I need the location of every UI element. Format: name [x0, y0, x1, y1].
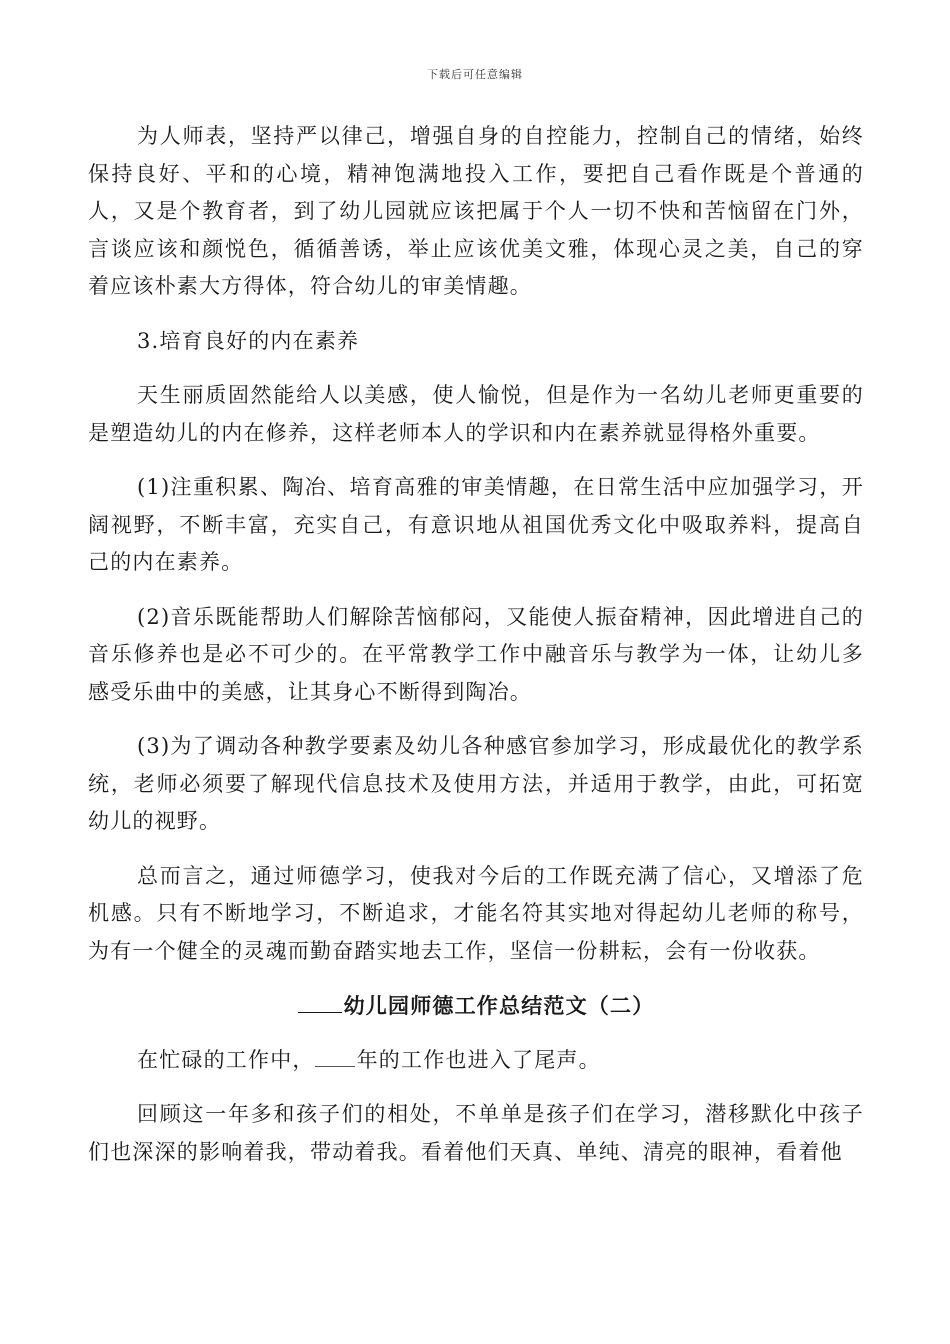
- title-blank: [298, 994, 342, 1013]
- paragraph-year-end-rest: 年的工作也进入了尾声。: [356, 1047, 601, 1072]
- paragraph-item-3: (3)为了调动各种教学要素及幼儿各种感官参加学习，形成最优化的教学系统，老师必须要了解现代信息技术及使用方法，并适用于教学，由此，可拓宽幼儿的视野。: [88, 734, 864, 833]
- subheading-inner-quality: 3.培育良好的内在素养: [137, 328, 360, 353]
- section-title-text: 幼儿园师德工作总结范文（二）: [343, 993, 655, 1018]
- paragraph-year-end: [88, 1042, 864, 1080]
- paragraph-conclusion: 总而言之，通过师德学习，使我对今后的工作既充满了信心，又增添了危机感。只有不断地学习，不断追求，才能名符其实地对得起幼儿老师的称号，为有一个健全的灵魂而勤奋踏实地去工作，坚信一份耕耘，会有一份收获。: [88, 863, 864, 963]
- year-blank: [315, 1048, 355, 1067]
- paragraph-inner-cultivation: 天生丽质固然能给人以美感，使人愉悦，但是作为一名幼儿老师更重要的是塑造幼儿的内在修养，这样老师本人的学识和内在素养就显得格外重要。: [88, 383, 864, 445]
- header-note: 下载后可任意编辑: [427, 68, 523, 81]
- paragraph-item-1: (1)注重积累、陶冶、培育高雅的审美情趣，在日常生活中应加强学习，开阔视野，不断丰富，充实自己，有意识地从祖国优秀文化中吸取养料，提高自己的内在素养。: [88, 475, 864, 574]
- paragraph-year-end-start: 在忙碌的工作中，: [137, 1047, 315, 1072]
- paragraph-teacher-conduct: 为人师表，坚持严以律己，增强自身的自控能力，控制自己的情绪，始终保持良好、平和的心境，精神饱满地投入工作，要把自己看作既是个普通的人，又是个教育者，到了幼儿园就应该把属于个人一切不快和苦恼留在门外，言谈应该和颜悦色，循循善诱，举止应该优美文雅，体现心灵之美，自己的穿着应该朴素大方得体，符合幼儿的审美情趣。: [88, 124, 864, 298]
- section-title: [88, 987, 864, 1025]
- document-body: [88, 118, 864, 1188]
- paragraph-item-2: (2)音乐既能帮助人们解除苦恼郁闷，又能使人振奋精神，因此增进自己的音乐修养也是必不可少的。在平常教学工作中融音乐与教学为一体，让幼儿多感受乐曲中的美感，让其身心不断得到陶冶。: [88, 604, 864, 704]
- paragraph-review: 回顾这一年多和孩子们的相处，不单单是孩子们在学习，潜移默化中孩子们也深深的影响着我，带动着我。看着他们天真、单纯、清亮的眼神，看着他: [88, 1102, 864, 1164]
